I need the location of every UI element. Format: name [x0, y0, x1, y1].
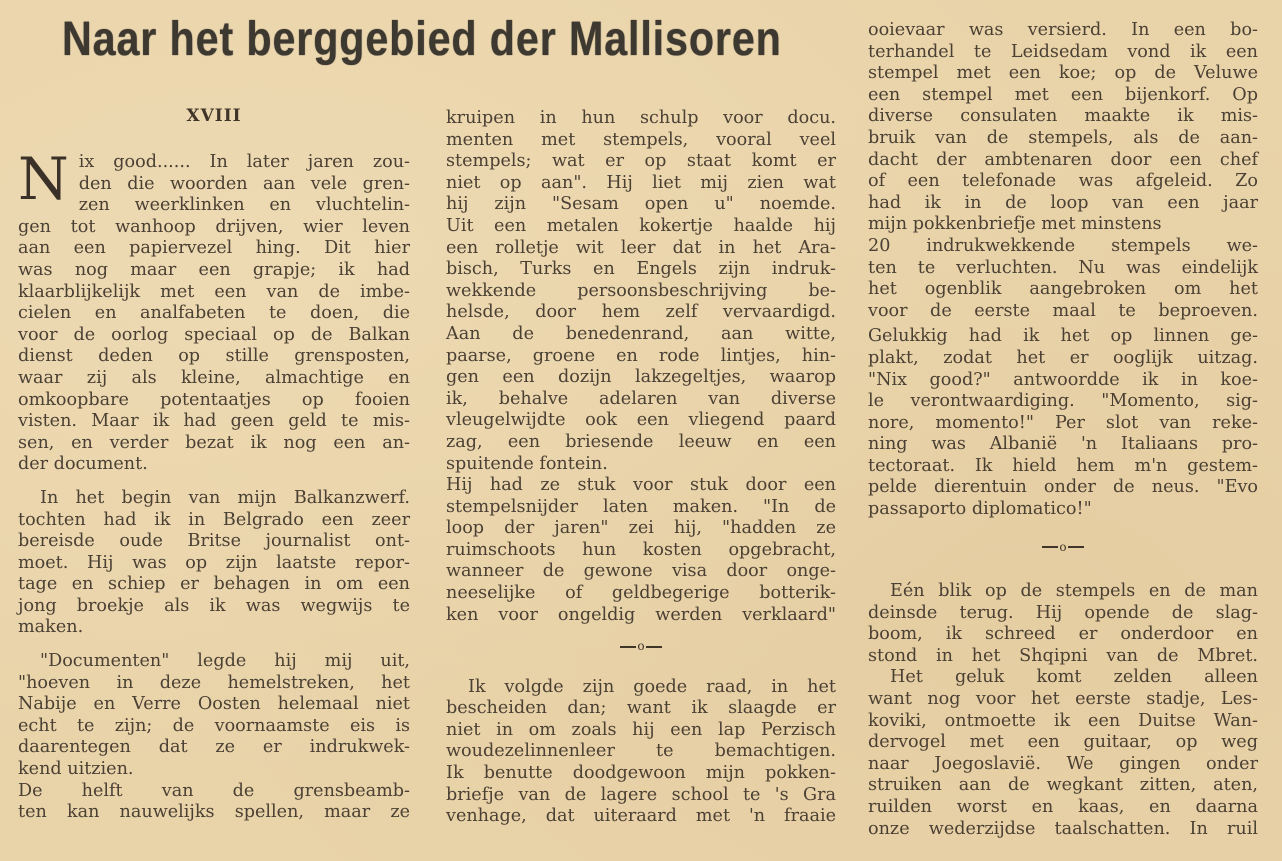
text-line: ix good...... In later jaren zou- [78, 152, 410, 172]
separator-circle: o [1059, 539, 1067, 554]
text-line: woudezelinnenleer te bemachtigen. [446, 741, 836, 762]
text-line: of een telefonade was afgeleid. Zo [868, 171, 1258, 192]
text-line: jong broekje als ik was wegwijs te [18, 595, 410, 616]
text-line: De helft van de grensbeamb- [18, 780, 410, 801]
text-line: gen tot wanhoop drijven, wier leven [18, 216, 410, 237]
text-line: niet op aan". Hij liet mij zien wat [446, 172, 836, 193]
text-line: Eén blik op de stempels en de man [890, 581, 1258, 602]
drop-cap: N [18, 145, 69, 213]
text-line: bruik van de stempels, als de aan- [868, 127, 1258, 148]
text-line: zen weerklinken en vluchtelin- [78, 195, 410, 216]
text-line: was nog maar een grapje; ik had [18, 259, 410, 280]
text-line: had ik in de loop van een jaar [868, 192, 1258, 213]
text-line: wekkende persoonsbeschrijving be- [446, 280, 836, 301]
text-line: niet in om zoals hij een lap Perzisch [446, 719, 836, 740]
text-line: menten met stempels, vooral veel [446, 129, 836, 150]
text-line: kruipen in hun schulp voor docu. [446, 108, 836, 128]
text-line: stempel met een koe; op de Veluwe [868, 63, 1258, 84]
text-line: aan een papiervezel hing. Dit hier [18, 238, 410, 259]
text-line: diverse consulaten maakte ik mis- [868, 106, 1258, 127]
text-line: "Documenten" legde hij mij uit, [40, 651, 410, 672]
section-number: XVIII [186, 106, 242, 126]
text-line: stempels; wat er op staat komt er [446, 151, 836, 172]
text-line: tectoraat. Ik hield hem m'n gestem- [868, 455, 1258, 476]
text-line: kend uitzien. [18, 759, 134, 780]
text-line: naar Joegoslavië. We gingen onder [868, 753, 1258, 774]
paragraph-4 [18, 781, 410, 824]
separator-dash [646, 646, 662, 648]
text-line: het ogenblik aangebroken om het [868, 279, 1258, 300]
text-line: struiken aan de wegkant zitten, aten, [868, 775, 1258, 796]
text-line: der document. [18, 454, 148, 475]
text-line: terhandel te Leidsedam vond ik een [868, 41, 1258, 62]
text-line: Gelukkig had ik het op linnen ge- [868, 326, 1258, 347]
text-line: tochten had ik in Belgrado een zeer [18, 509, 410, 530]
text-line: briefje van de lagere school te 's Gra [446, 784, 836, 805]
paragraph-1 [18, 145, 410, 476]
text-line: ken voor ongeldig werden verklaard" [446, 604, 836, 625]
text-line: loop der jaren" zei hij, "hadden ze [446, 518, 836, 539]
column-3 [868, 20, 1258, 840]
separator-dash [1068, 546, 1084, 548]
text-line: helsde, door hem zelf vervaardigd. [446, 302, 836, 323]
text-line: dienst deden op stille grensposten, [18, 346, 410, 367]
text-line: sen, en verder bezat ik nog een an- [18, 432, 410, 453]
text-line: Ik volgde zijn goede raad, in het [468, 676, 836, 697]
paragraph-3 [18, 651, 410, 781]
text-line: vleugelwijdte ook een vliegend paard [446, 410, 836, 431]
text-line: ruimschoots hun kosten opgebracht, [446, 539, 836, 560]
separator-dash [620, 646, 636, 648]
text-line: Ik benutte doodgewoon mijn pokken- [446, 763, 836, 784]
section-separator [446, 636, 836, 658]
text-line: Uit een metalen kokertje haalde hij [446, 215, 836, 236]
paragraph-2 [18, 488, 410, 639]
text-line: ning was Albanië 'n Italiaans pro- [868, 434, 1258, 455]
text-line: dacht der ambtenaren door een chef [868, 149, 1258, 170]
text-line: boom, ik schreed er onderdoor en [868, 624, 1258, 645]
text-line: pelde dierentuin onder de neus. "Evo [868, 477, 1258, 498]
text-line: ten kan nauwelijks spellen, maar ze [18, 802, 410, 823]
text-line: wanneer de gewone visa door onge- [446, 561, 836, 582]
paragraph-3 [446, 677, 836, 828]
text-line: waar zij als kleine, almachtige en [18, 367, 410, 388]
text-line: ten te verluchten. Nu was eindelijk [868, 257, 1258, 278]
text-line: paarse, groene en rode lintjes, hin- [446, 345, 836, 366]
text-line: neeselijke of geldbegerige botterik- [446, 583, 836, 604]
text-line: moet. Hij was op zijn laatste repor- [18, 552, 410, 573]
text-line: tage en schiep er behagen in om een [18, 574, 410, 595]
text-line: echt te zijn; de voornaamste eis is [18, 715, 410, 736]
text-line: ruilden worst en kaas, en daarna [868, 796, 1258, 817]
text-line: klaarblijkelijk met een van de imbe- [18, 281, 410, 302]
text-line: cielen en analfabeten te doen, die [18, 303, 410, 324]
text-line: hij zijn "Sesam open u" noemde. [446, 194, 836, 215]
text-line: bereisde oude Britse journalist ont- [18, 531, 410, 552]
text-line: een stempel met een bijenkorf. Op [868, 84, 1258, 105]
text-line: koviki, ontmoette ik een Duitse Wan- [868, 710, 1258, 731]
column-1 [18, 145, 410, 824]
separator-circle: o [637, 639, 645, 654]
section-number-block [18, 106, 410, 140]
text-line: zag, een briesende leeuw en een [446, 431, 836, 452]
text-line: Hij had ze stuk voor stuk door een [446, 475, 836, 496]
text-line: "hoeven in deze hemelstreken, het [18, 672, 410, 693]
text-line: passaporto diplomatico!" [868, 499, 1092, 520]
text-line: den die woorden aan vele gren- [78, 173, 410, 194]
text-line: stond in het Shqipni van de Mbret. [868, 645, 1258, 666]
text-line: dervogel met een guitaar, op weg [868, 732, 1258, 753]
text-line: deinsde terug. Hij opende de slag- [868, 602, 1258, 623]
text-line: een rolletje wit leer dat in het Ara- [446, 237, 836, 258]
text-line: gen een dozijn lakzegeltjes, waarop [446, 367, 836, 388]
text-line: want nog voor het eerste stadje, Les- [868, 689, 1258, 710]
article-title: Naar het berggebied der Mallisoren [62, 13, 782, 66]
text-line: onze wederzijdse taalschatten. In ruil [868, 818, 1258, 839]
paragraph-3 [868, 581, 1258, 667]
text-line: "Nix good?" antwoordde ik in koe- [868, 369, 1258, 390]
text-line: maken. [18, 617, 84, 638]
text-line: venhage, dat uiteraard met 'n fraaie [446, 806, 836, 827]
text-line: Nabije en Verre Oosten helemaal niet [18, 694, 410, 715]
paragraph-2 [446, 475, 836, 626]
paragraph-4 [868, 667, 1258, 840]
paragraph-1 [868, 20, 1258, 322]
text-line: daarentegen dat ze er indrukwek- [18, 737, 410, 758]
text-line: voor de oorlog speciaal op de Balkan [18, 324, 410, 345]
text-line: In het begin van mijn Balkanzwerf. [40, 487, 410, 508]
text-line: bisch, Turks en Engels zijn indruk- [446, 259, 836, 280]
text-line: omkoopbare potentaatjes op fooien [18, 389, 410, 410]
text-line: Het geluk komt zelden alleen [890, 667, 1258, 688]
text-line: nore, momento!" Per slot van reke- [868, 412, 1258, 433]
text-line: visten. Maar ik had geen geld te mis- [18, 411, 410, 432]
text-line: Aan de benedenrand, aan witte, [446, 323, 836, 344]
text-line: 20 indrukwekkende stempels we- [868, 235, 1258, 256]
text-line: ooievaar was versierd. In een bo- [868, 20, 1258, 40]
text-line: le verontwaardiging. "Momento, sig- [868, 391, 1258, 412]
column-2 [446, 108, 836, 828]
separator-dash [1042, 546, 1058, 548]
paragraph-2 [868, 326, 1258, 520]
text-line: plakt, zodat het er ooglijk uitzag. [868, 347, 1258, 368]
text-line: spuitende fontein. [446, 453, 608, 474]
text-line: mijn pokkenbriefje met minstens [868, 214, 1162, 235]
text-line: voor de eerste maal te beproeven. [868, 300, 1258, 321]
text-line: bescheiden dan; want ik slaagde er [446, 698, 836, 719]
section-separator [868, 537, 1258, 559]
paragraph-1 [446, 108, 836, 475]
text-line: ik, behalve adelaren van diverse [446, 388, 836, 409]
text-line: stempelsnijder laten maken. "In de [446, 496, 836, 517]
